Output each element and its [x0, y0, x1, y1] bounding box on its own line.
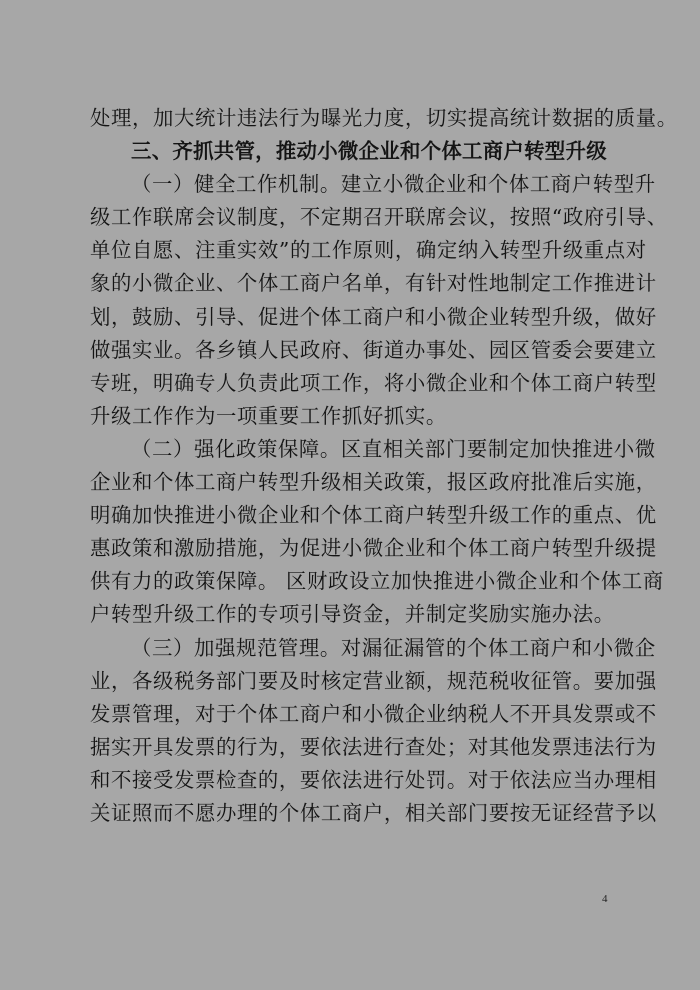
- paragraph-line: （三）加强规范管理。对漏征漏管的个体工商户和小微企: [131, 635, 656, 660]
- page-number: 4: [602, 893, 608, 905]
- paragraph-line: 户转型升级工作的专项引导资金，并制定奖励实施办法。: [90, 602, 615, 627]
- paragraph-line: 单位自愿、注重实效”的工作原则，确定纳入转型升级重点对: [90, 238, 647, 263]
- paragraph-line: 据实开具发票的行为，要依法进行查处；对其他发票违法行为: [90, 734, 657, 759]
- paragraph-line: 发票管理，对于个体工商户和小微企业纳税人不开具发票或不: [90, 701, 657, 726]
- paragraph-line: 处理，加大统计违法行为曝光力度，切实提高统计数据的质量。: [90, 106, 678, 130]
- paragraph-line: 升级工作作为一项重要工作抓好抓实。: [90, 403, 447, 428]
- paragraph-line: 划，鼓励、引导、促进个体工商户和小微企业转型升级，做好: [90, 304, 657, 329]
- section-heading: 三、齐抓共管，推动小微企业和个体工商户转型升级: [131, 139, 607, 164]
- paragraph-line: 明确加快推进小微企业和个体工商户转型升级工作的重点、优: [90, 503, 657, 528]
- paragraph-line: 业，各级税务部门要及时核定营业额，规范税收征管。要加强: [90, 668, 657, 693]
- paragraph-line: 专班，明确专人负责此项工作，将小微企业和个体工商户转型: [90, 370, 657, 395]
- paragraph-line: 级工作联席会议制度，不定期召开联席会议，按照“政府引导、: [90, 205, 668, 230]
- paragraph-line: 关证照而不愿办理的个体工商户，相关部门要按无证经营予以: [90, 800, 657, 825]
- paragraph-line: 企业和个体工商户转型升级相关政策，报区政府批准后实施，: [90, 470, 657, 495]
- paragraph-line: （一）健全工作机制。建立小微企业和个体工商户转型升: [131, 172, 656, 197]
- paragraph-line: （二）强化政策保障。区直相关部门要制定加快推进小微: [131, 436, 656, 461]
- paragraph-line: 供有力的政策保障。 区财政设立加快推进小微企业和个体工商: [90, 569, 664, 594]
- paragraph-line: 做强实业。各乡镇人民政府、街道办事处、园区管委会要建立: [90, 337, 657, 362]
- document-body: [90, 102, 678, 830]
- paragraph-line: 和不接受发票检查的，要依法进行处罚。对于依法应当办理相: [90, 767, 657, 792]
- paragraph-line: 象的小微企业、个体工商户名单，有针对性地制定工作推进计: [90, 271, 657, 296]
- paragraph-line: 惠政策和激励措施，为促进小微企业和个体工商户转型升级提: [90, 536, 657, 561]
